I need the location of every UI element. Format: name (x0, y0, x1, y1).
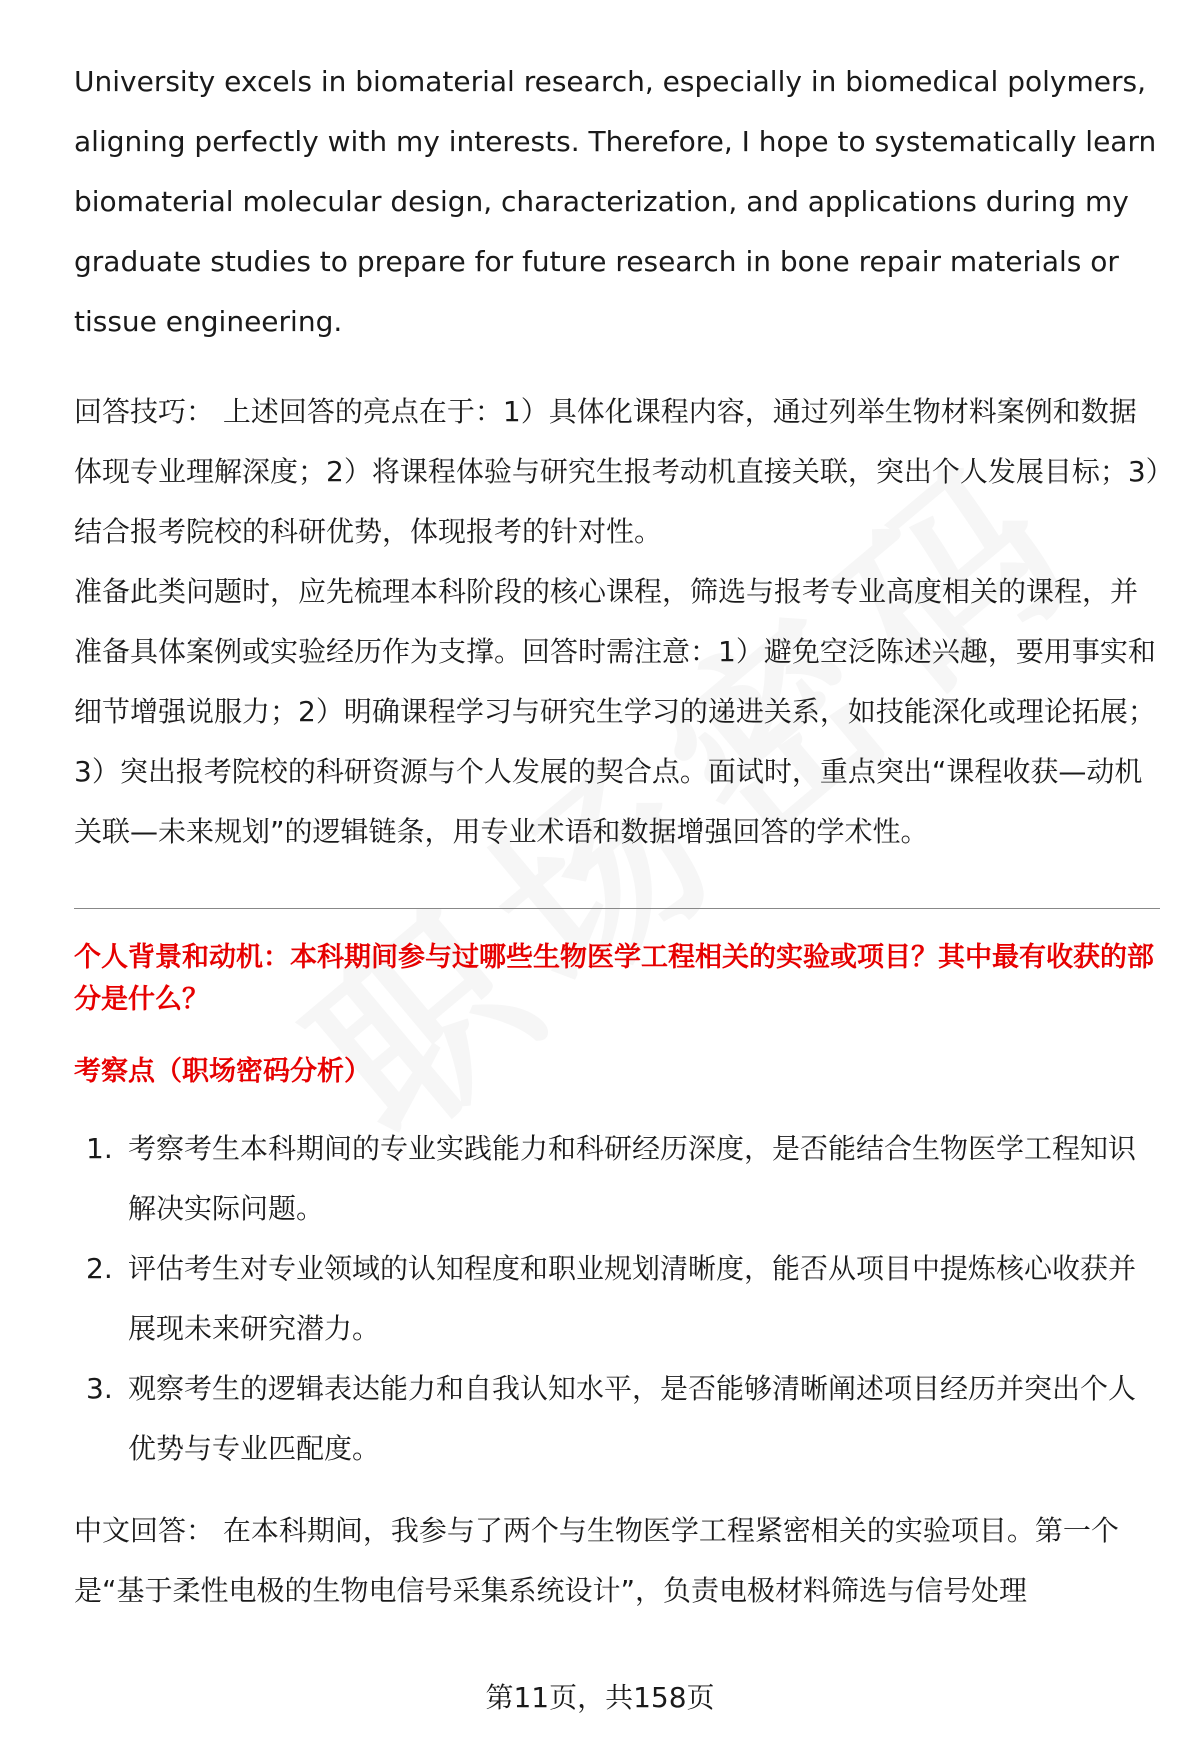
list-item-text: 观察考生的逻辑表达能力和自我认知水平，是否能够清晰阐述项目经历并突出个人优势与专业匹配度。 (128, 1372, 1137, 1465)
list-item-number: 3. (86, 1372, 113, 1405)
page-footer (0, 1678, 1200, 1718)
list-item-number: 1. (86, 1132, 113, 1165)
list-item-text: 考察考生本科期间的专业实践能力和科研经历深度，是否能结合生物医学工程知识解决实际问题。 (128, 1132, 1137, 1225)
question-title: 个人背景和动机：本科期间参与过哪些生物医学工程相关的实验或项目？其中最有收获的部分是什么？ (74, 942, 1154, 1015)
analysis-points-list (74, 1119, 1160, 1479)
list-item (74, 1239, 1160, 1359)
section-divider (74, 908, 1160, 909)
analysis-title: 考察点（职场密码分析） (74, 1056, 371, 1087)
list-item (74, 1359, 1160, 1479)
page-number: 第11页，共158页 (485, 1681, 715, 1714)
intro-paragraph-en: University excels in biomaterial research, especially in biomedical polymers, aligning perfectly with my interests. Therefore, I hope to systematically learn biomaterial molecular design, characterization, and applications during my graduate studies to prepare for future research in bone repair materials or tissue engineering. (74, 65, 1157, 338)
list-item-text: 评估考生对专业领域的认知程度和职业规划清晰度，能否从项目中提炼核心收获并展现未来研究潜力。 (128, 1252, 1137, 1345)
page-content (74, 52, 1160, 1621)
tips-paragraph-1: 回答技巧： 上述回答的亮点在于：1）具体化课程内容，通过列举生物材料案例和数据体现专业理解深度；2）将课程体验与研究生报考动机直接关联，突出个人发展目标；3）结合报考院校的科研优势，体现报考的针对性。 (74, 395, 1160, 548)
answer-paragraph-cn: 中文回答： 在本科期间，我参与了两个与生物医学工程紧密相关的实验项目。第一个是“基于柔性电极的生物电信号采集系统设计”，负责电极材料筛选与信号处理 (74, 1514, 1119, 1607)
list-item-number: 2. (86, 1252, 113, 1285)
tips-paragraph-2: 准备此类问题时，应先梳理本科阶段的核心课程，筛选与报考专业高度相关的课程，并准备具体案例或实验经历作为支撑。回答时需注意：1）避免空泛陈述兴趣，要用事实和细节增强说服力；2）明确课程学习与研究生学习的递进关系，如技能深化或理论拓展；3）突出报考院校的科研资源与个人发展的契合点。面试时，重点突出“课程收获—动机关联—未来规划”的逻辑链条，用专业术语和数据增强回答的学术性。 (74, 575, 1156, 848)
list-item (74, 1119, 1160, 1239)
